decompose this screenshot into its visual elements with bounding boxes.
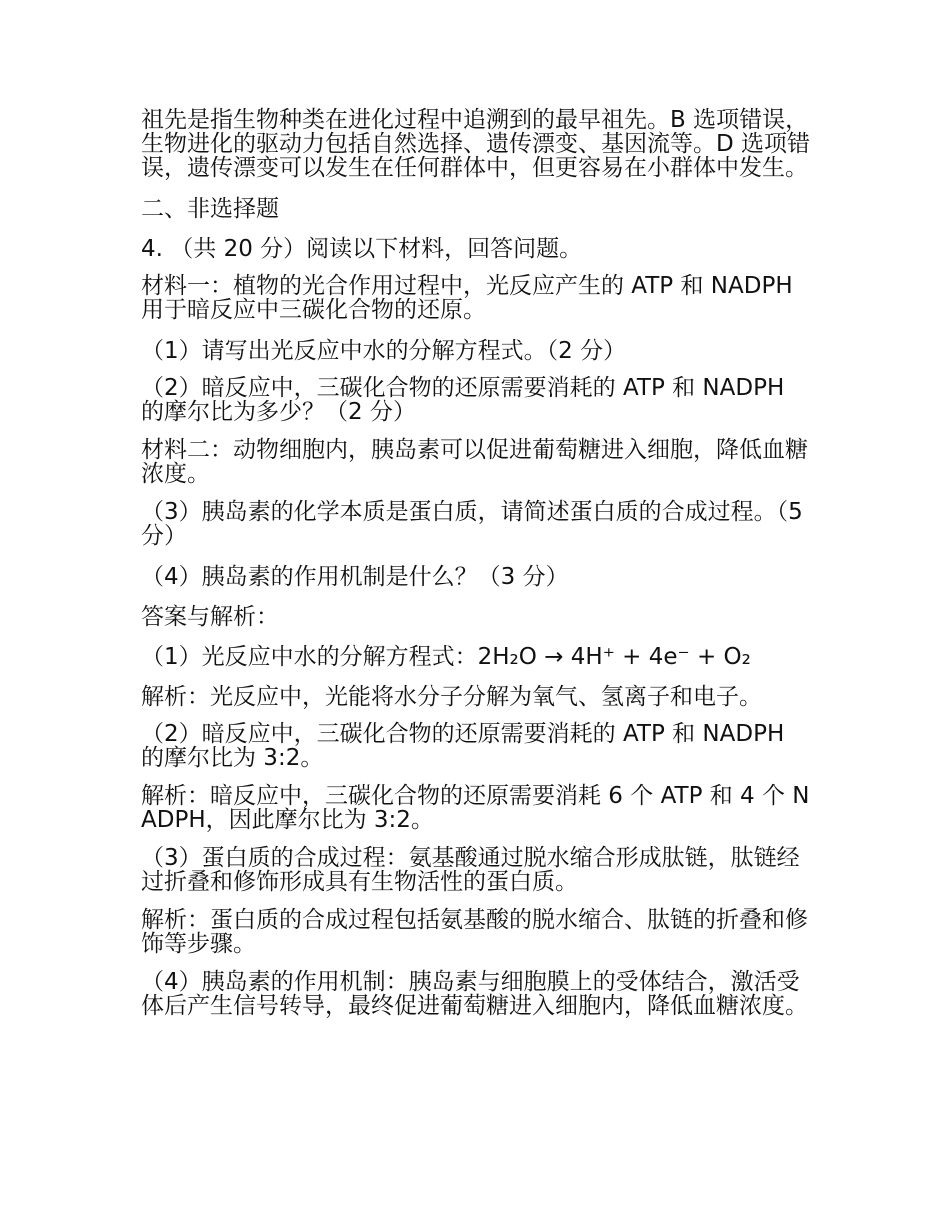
section-heading: 二、非选择题 [141,196,279,222]
answer-explanation-continued: 祖先是指生物种类在进化过程中追溯到的最早祖先。B 选项错误，生物进化的驱动力包括自然选择、遗传漂变、基因流等。D 选项错误，遗传漂变可以发生在任何群体中，但更容易在小群体中发生。 [141,107,811,181]
answer-heading: 答案与解析： [141,604,279,630]
answer-2: （2）暗反应中，三碳化合物的还原需要消耗的 ATP 和 NADPH 的摩尔比为 3:2。 [141,721,785,771]
material-one: 材料一：植物的光合作用过程中，光反应产生的 ATP 和 NADPH 用于暗反应中三碳化合物的还原。 [141,273,793,323]
answer-1: （1）光反应中水的分解方程式：2H₂O → 4H⁺ + 4e⁻ + O₂ [141,644,751,670]
explanation-3: 解析：蛋白质的合成过程包括氨基酸的脱水缩合、肽链的折叠和修饰等步骤。 [141,907,808,957]
answer-3: （3）蛋白质的合成过程：氨基酸通过脱水缩合形成肽链，肽链经过折叠和修饰形成具有生物活性的蛋白质。 [141,845,800,895]
sub-question-1: （1）请写出光反应中水的分解方程式。（2 分） [141,338,627,364]
sub-question-3: （3）胰岛素的化学本质是蛋白质，请简述蛋白质的合成过程。（5 分） [141,499,803,549]
question-title: 4. （共 20 分）阅读以下材料，回答问题。 [141,236,583,262]
document-body [141,108,813,1032]
sub-question-4: （4）胰岛素的作用机制是什么？（3 分） [141,564,569,590]
answer-4: （4）胰岛素的作用机制：胰岛素与细胞膜上的受体结合，激活受体后产生信号转导，最终促进葡萄糖进入细胞内，降低血糖浓度。 [141,969,808,1019]
explanation-2: 解析：暗反应中，三碳化合物的还原需要消耗 6 个 ATP 和 4 个 NADPH，因此摩尔比为 3:2。 [141,783,810,833]
sub-question-2: （2）暗反应中，三碳化合物的还原需要消耗的 ATP 和 NADPH 的摩尔比为多少？（2 分） [141,375,785,425]
explanation-1: 解析：光反应中，光能将水分子分解为氧气、氢离子和电子。 [141,684,762,710]
material-two: 材料二：动物细胞内，胰岛素可以促进葡萄糖进入细胞，降低血糖浓度。 [141,437,808,487]
